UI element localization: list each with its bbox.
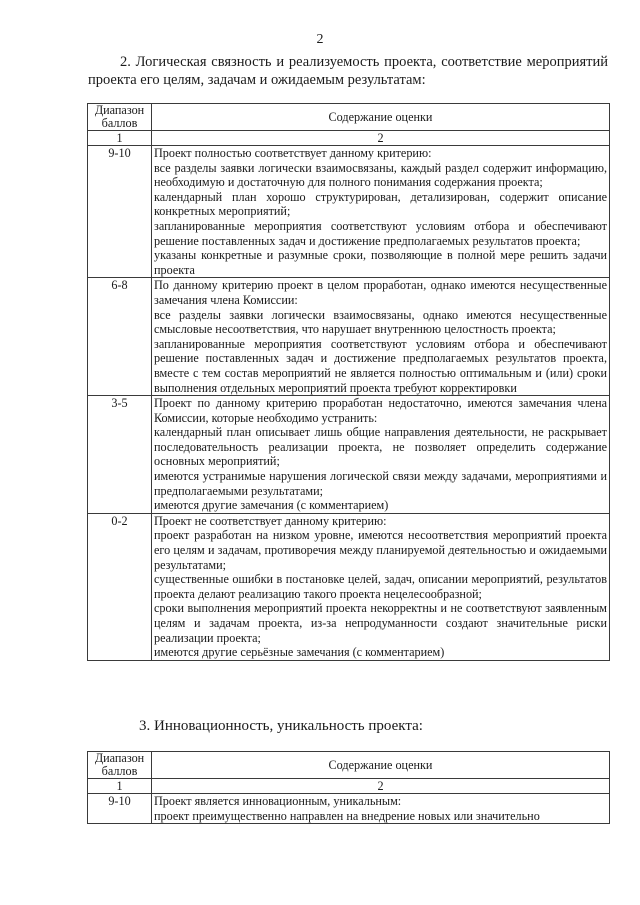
column-number-2: 2 — [152, 131, 610, 146]
table-row — [88, 794, 610, 824]
table-row — [88, 513, 610, 660]
table-row — [88, 396, 610, 514]
score-range: 0-2 — [88, 513, 152, 660]
column-number-row — [88, 779, 610, 794]
score-description — [152, 396, 610, 514]
description-line: проект разработан на низком уровне, имеются несоответствия мероприятий проекта его целям и задачам, противоречия между планируемой деятельностью и ожидаемыми результатами; — [154, 528, 607, 572]
description-line: календарный план хорошо структурирован, детализирован, содержит описание конкретных мероприятий; — [154, 189, 607, 219]
table-row — [88, 146, 610, 278]
description-line: Проект является инновационным, уникальным: — [154, 794, 402, 808]
score-range: 9-10 — [88, 794, 152, 824]
table-header-row — [88, 752, 610, 779]
description-line: запланированные мероприятия соответствуют условиям отбора и обеспечивают решение поставленных задач и достижение предполагаемых результатов проекта; — [154, 218, 607, 248]
description-line: Проект не соответствует данному критерию: — [154, 513, 387, 528]
criteria-table-section-2 — [87, 103, 610, 661]
header-content-cell: Содержание оценки — [152, 104, 610, 131]
description-line: имеются другие серьёзные замечания (с комментарием) — [154, 645, 445, 660]
description-line: имеются другие замечания (с комментарием) — [154, 498, 389, 513]
description-line: все разделы заявки логически взаимосвязаны, каждый раздел содержит информацию, необходимую и достаточную для полного понимания содержания проекта; — [154, 160, 607, 190]
column-number-2: 2 — [152, 779, 610, 794]
score-range: 6-8 — [88, 278, 152, 396]
description-line: существенные ошибки в постановке целей, задач, описании мероприятий, результатов проекта делают реализацию такого проекта нецелесообразной; — [154, 572, 607, 601]
header-range-line1: Диапазон — [94, 751, 145, 765]
header-range-cell — [88, 104, 152, 131]
column-number-1: 1 — [88, 779, 152, 794]
description-line: имеются устранимые нарушения логической связи между задачами, мероприятиями и предполагаемыми результатами; — [154, 469, 607, 498]
criteria-table-section-3 — [87, 751, 610, 824]
description-line: указаны конкретные и разумные сроки, позволяющие в полной мере решить задачи проекта — [154, 248, 607, 277]
section-2-heading — [88, 53, 608, 89]
page-number: 2 — [316, 32, 324, 47]
table-row — [88, 278, 610, 396]
score-range: 9-10 — [88, 146, 152, 278]
header-content-cell: Содержание оценки — [152, 752, 610, 779]
header-range-line1: Диапазон — [94, 103, 145, 117]
column-number-row — [88, 131, 610, 146]
score-description — [152, 794, 610, 824]
description-line: календарный план описывает лишь общие направления деятельности, не раскрывает последовательность реализации проекта, не позволяет определить содержание основных мероприятий; — [154, 425, 607, 469]
header-range-line2: баллов — [101, 764, 138, 778]
section-2-heading-line2: мероприятий проекта его целям, задачам и ожидаемым результатам: — [88, 54, 609, 88]
header-range-cell — [88, 752, 152, 779]
description-line: Проект полностью соответствует данному критерию: — [154, 146, 432, 160]
score-description — [152, 278, 610, 396]
table-header-row — [88, 104, 610, 131]
score-description — [152, 513, 610, 660]
column-number-1: 1 — [88, 131, 152, 146]
score-description — [152, 146, 610, 278]
description-line: запланированные мероприятия соответствуют условиям отбора и обеспечивают решение поставленных задач и достижение предполагаемых результатов проекта, вместе с тем состав мероприятий не является полностью оптимальным и (или) сроки выполнения отдельных мероприятий проекта требуют корректировки — [154, 336, 607, 395]
description-line: сроки выполнения мероприятий проекта некорректны и не соответствуют заявленным целям и задачам проекта, из-за непродуманности создают значительные риски реализации проекта; — [154, 601, 607, 645]
description-line: все разделы заявки логически взаимосвязаны, однако имеются несущественные смысловые несоответствия, что нарушает внутреннюю целостность проекта; — [154, 307, 607, 337]
score-range: 3-5 — [88, 396, 152, 514]
section-3-heading: 3. Инновационность, уникальность проекта: — [139, 718, 423, 734]
header-range-line2: баллов — [101, 116, 138, 130]
description-line: проект преимущественно направлен на внедрение новых или значительно — [154, 808, 540, 823]
description-line: Проект по данному критерию проработан недостаточно, имеются замечания члена Комиссии, которые необходимо устранить: — [154, 396, 607, 425]
section-2-heading-line1: 2. Логическая связность и реализуемость проекта, соответствие — [120, 54, 522, 70]
description-line: По данному критерию проект в целом проработан, однако имеются несущественные замечания члена Комиссии: — [154, 278, 607, 307]
